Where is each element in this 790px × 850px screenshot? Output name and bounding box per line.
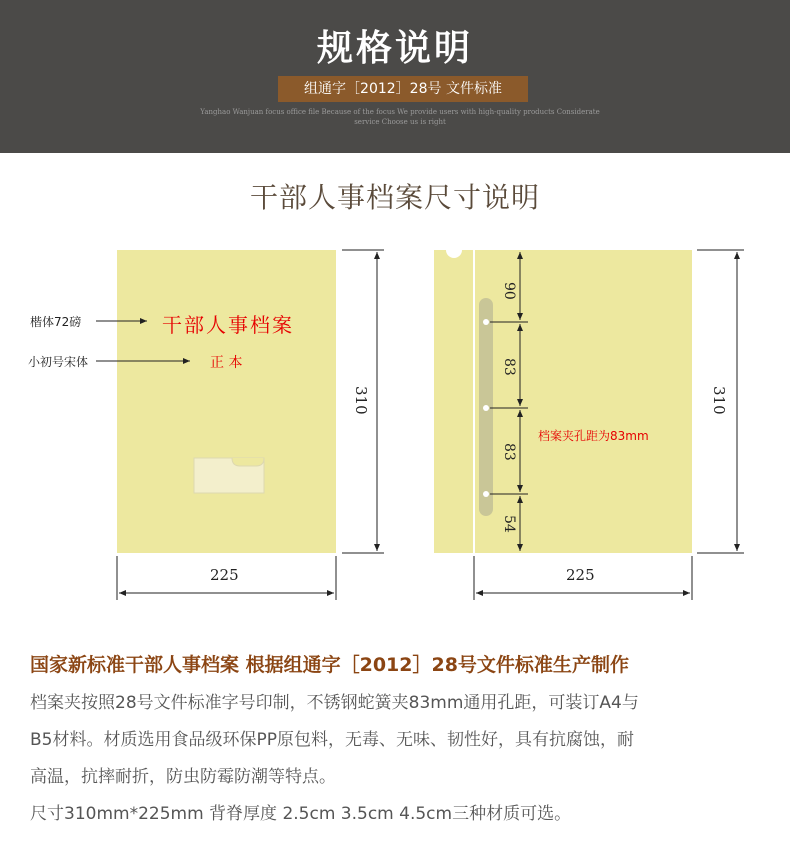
font-label-title: 楷体72磅	[30, 315, 82, 329]
description-heading: 国家新标准干部人事档案 根据组通字［2012］28号文件标准生产制作	[30, 654, 629, 676]
back-height-label: 310	[710, 386, 728, 415]
hole-spacing-label: 档案夹孔距为83mm	[538, 429, 649, 443]
description-line-2: B5材料。材质选用食品级环保PP原包料，无毒、无味、韧性好，具有抗腐蚀，耐	[30, 730, 634, 750]
hole-3	[483, 491, 489, 497]
front-height-label: 310	[352, 386, 370, 415]
segment-54: 54	[501, 515, 517, 533]
segment-90: 90	[501, 282, 517, 300]
front-width-label: 225	[210, 566, 239, 584]
back-width-label: 225	[566, 566, 595, 584]
page-title: 规格说明	[316, 28, 473, 69]
description-line-1: 档案夹按照28号文件标准字号印制，不锈钢蛇簧夹83mm通用孔距，可装订A4与	[30, 693, 639, 713]
description-line-4: 尺寸310mm*225mm 背脊厚度 2.5cm 3.5cm 4.5cm三种材质可选。	[30, 804, 572, 824]
back-folder	[434, 250, 692, 553]
font-label-subtitle: 小初号宋体	[28, 355, 89, 369]
hole-2	[483, 405, 489, 411]
doc-subtitle: 正 本	[210, 355, 243, 371]
hole-1	[483, 319, 489, 325]
section-title: 干部人事档案尺寸说明	[249, 181, 540, 214]
description-line-3: 高温，抗摔耐折，防虫防霉防潮等特点。	[30, 767, 336, 787]
segment-83-a: 83	[501, 358, 517, 376]
front-folder	[117, 250, 336, 553]
header-subtitle: Yanghao Wanjuan focus office file Because of the focus We provide users with high-quality products Considerate service Choose us is right	[200, 108, 600, 126]
segment-83-b: 83	[501, 443, 517, 461]
doc-title: 干部人事档案	[162, 313, 294, 337]
standard-badge: 组通字［2012］28号 文件标准	[278, 76, 528, 102]
